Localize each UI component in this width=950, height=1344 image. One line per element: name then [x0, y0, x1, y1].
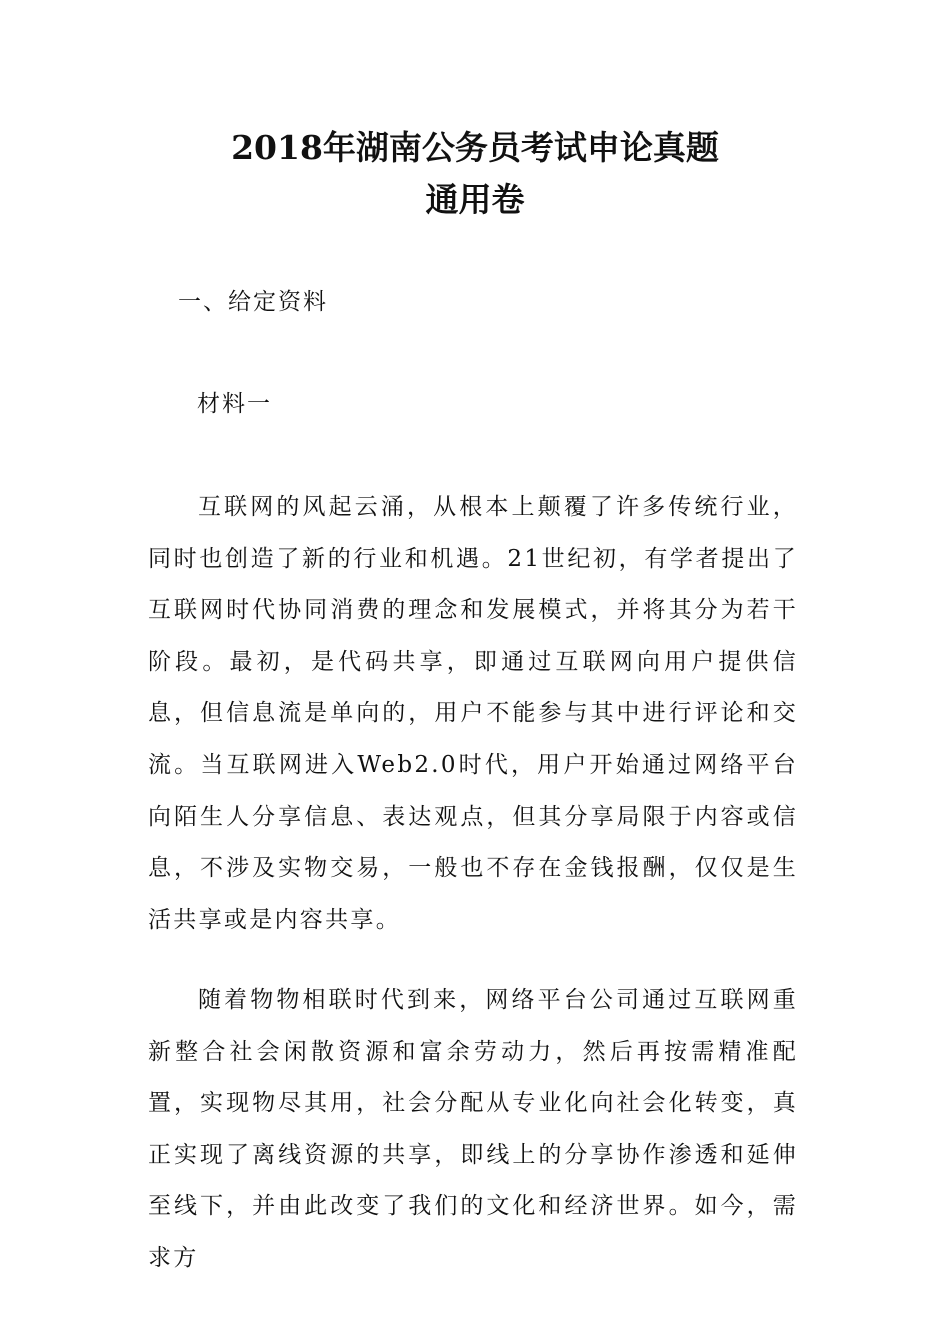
paragraph: 随着物物相联时代到来，网络平台公司通过互联网重新整合社会闲散资源和富余劳动力，然后再按需精准配置，实现物尽其用，社会分配从专业化向社会化转变，真正实现了离线资源的共享，即线上的分享协作渗透和延伸至线下，并由此改变了我们的文化和经济世界。如今，需求方	[148, 987, 798, 1271]
section-heading: 一、给定资料	[178, 289, 328, 315]
material-heading: 材料一	[197, 391, 272, 417]
paragraph: 互联网的风起云涌，从根本上颠覆了许多传统行业，同时也创造了新的行业和机遇。21世纪初，有学者提出了互联网时代协同消费的理念和发展模式，并将其分为若干阶段。最初，是代码共享，即通过互联网向用户提供信息，但信息流是单向的，用户不能参与其中进行评论和交流。当互联网进入Web2.0时代，用户开始通过网络平台向陌生人分享信息、表达观点，但其分享局限于内容或信息，不涉及实物交易，一般也不存在金钱报酬，仅仅是生活共享或是内容共享。	[148, 494, 798, 933]
document-title: 2018年湖南公务员考试申论真题	[231, 128, 719, 167]
document-subtitle: 通用卷	[425, 180, 525, 219]
